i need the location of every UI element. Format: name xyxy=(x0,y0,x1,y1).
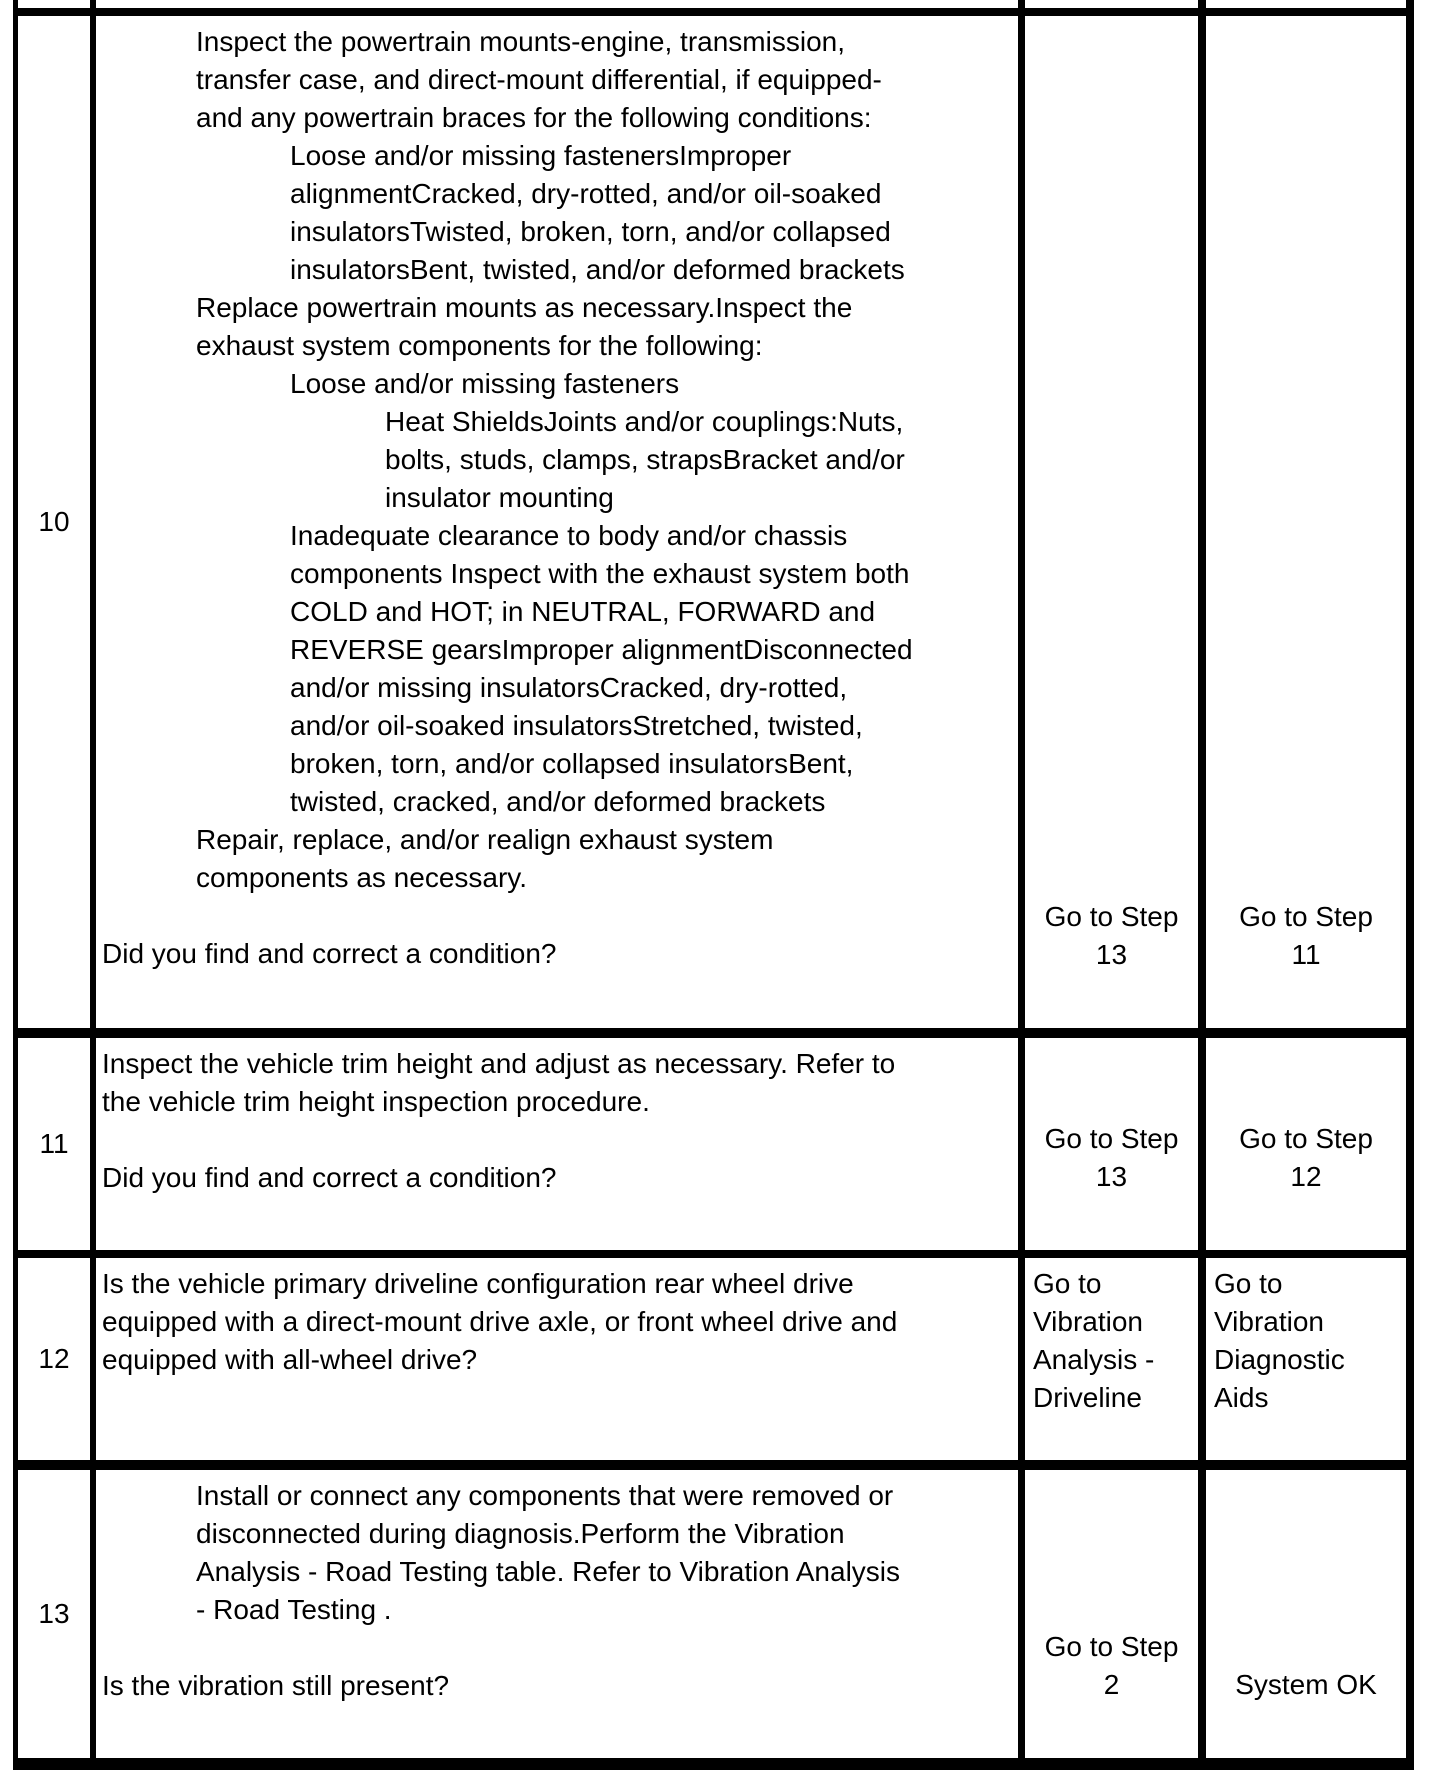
action-cell xyxy=(96,1258,1025,1460)
question-text: Did you find and correct a condition? xyxy=(102,938,557,969)
blank-line xyxy=(102,1121,1014,1159)
action-block: Loose and/or missing fasteners xyxy=(290,368,680,399)
no-cell: Go to Vibration Diagnostic Aids xyxy=(1214,1268,1345,1413)
question-text: Did you find and correct a condition? xyxy=(102,1162,557,1193)
no-cell xyxy=(1206,0,1406,8)
yes-cell: Go to Vibration Analysis - Driveline xyxy=(1025,1258,1206,1460)
step-cell xyxy=(18,1470,96,1758)
action-block: Install or connect any components that were removed or disconnected during diagnosis.Perform the Vibration Analysis - Road Testing table. Refer to Vibration Analysis - Road Testing . xyxy=(196,1480,901,1625)
action-cell xyxy=(96,1470,1025,1758)
action-block: Heat ShieldsJoints and/or couplings:Nuts, bolts, studs, clamps, strapsBracket and/or insulator mounting xyxy=(385,406,905,513)
action-cell xyxy=(96,1038,1025,1250)
action-block: Inspect the vehicle trim height and adjust as necessary. Refer to the vehicle trim height inspection procedure. xyxy=(102,1048,896,1117)
partial-previous-row xyxy=(18,0,1406,8)
no-cell: Go to Step 11 xyxy=(1239,901,1373,970)
table-row-step-13 xyxy=(18,1460,1406,1758)
question-text: Is the vibration still present? xyxy=(102,1670,450,1701)
step-cell xyxy=(18,1258,96,1460)
step-cell xyxy=(18,16,96,1028)
step-number: 13 xyxy=(38,1598,70,1629)
step-cell xyxy=(18,0,96,8)
step-number: 12 xyxy=(38,1343,70,1374)
action-block: Inadequate clearance to body and/or chassis components Inspect with the exhaust system both COLD and HOT; in NEUTRAL, FORWARD and REVERSE gearsImproper alignmentDisconnected and/or missing insulatorsCracked, dry-rotted, and/or oil-soaked insulatorsStretched, twisted, broken, torn, and/or collapsed insulatorsBent, twisted, cracked, and/or deformed brackets xyxy=(290,520,913,817)
step-number: 11 xyxy=(39,1128,69,1159)
no-cell: System OK xyxy=(1235,1669,1377,1700)
yes-cell xyxy=(1025,0,1206,8)
step-cell xyxy=(18,1038,96,1250)
blank-line xyxy=(102,897,1014,935)
action-block: Repair, replace, and/or realign exhaust system components as necessary. xyxy=(196,824,774,893)
action-cell xyxy=(96,0,1025,8)
action-block: Inspect the powertrain mounts-engine, transmission, transfer case, and direct-mount differential, if equipped- and any powertrain braces for the following conditions: xyxy=(196,26,882,133)
step-number: 10 xyxy=(38,506,70,537)
table-row-step-12 xyxy=(18,1250,1406,1460)
yes-cell: Go to Step 13 xyxy=(1025,1038,1206,1250)
action-block: Is the vehicle primary driveline configuration rear wheel drive equipped with a direct-mount drive axle, or front wheel drive and equipped with all-wheel drive? xyxy=(102,1268,898,1375)
yes-cell: Go to Step 13 xyxy=(1025,16,1206,1028)
yes-cell: Go to Step 2 xyxy=(1025,1470,1206,1758)
blank-line xyxy=(102,1629,1014,1667)
no-cell: Go to Step 12 xyxy=(1239,1123,1373,1192)
table-row-step-11 xyxy=(18,1028,1406,1250)
diagnostic-table xyxy=(13,0,1414,1770)
action-cell xyxy=(96,16,1025,1028)
action-block: Replace powertrain mounts as necessary.Inspect the exhaust system components for the following: xyxy=(196,292,853,361)
table-row-step-10 xyxy=(18,8,1406,1028)
action-block: Loose and/or missing fastenersImproper alignmentCracked, dry-rotted, and/or oil-soaked insulatorsTwisted, broken, torn, and/or collapsed insulatorsBent, twisted, and/or deformed brackets xyxy=(290,140,905,285)
